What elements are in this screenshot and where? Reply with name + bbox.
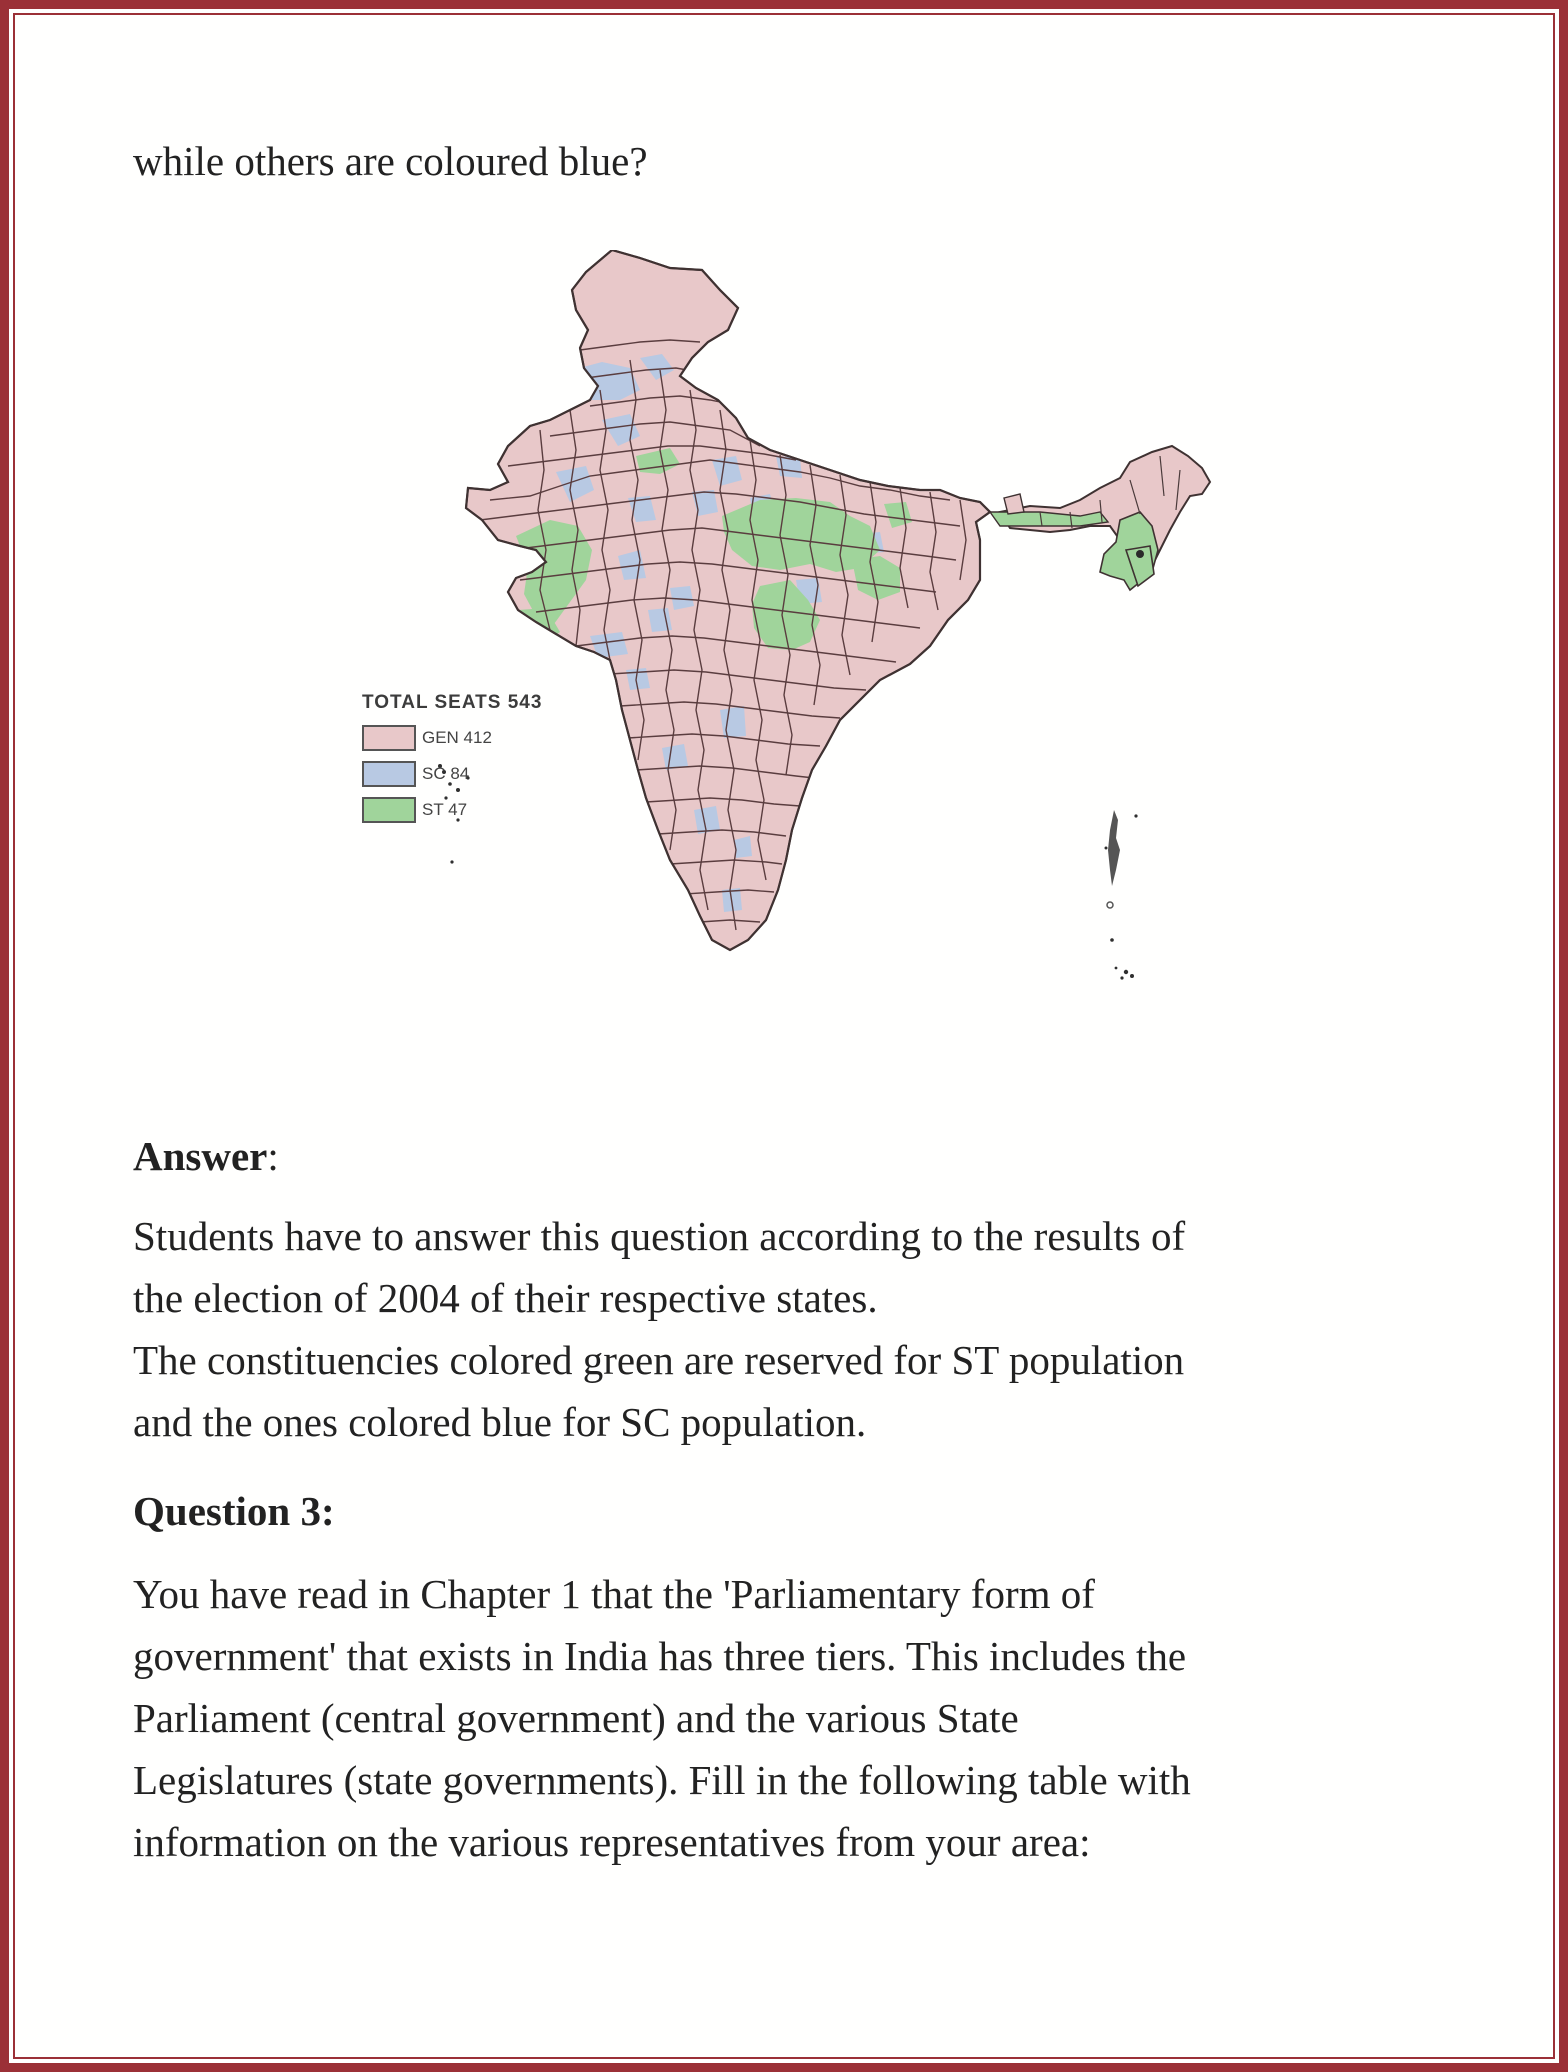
legend-label-st: ST 47 <box>422 800 468 819</box>
answer-body <box>133 1205 1185 1453</box>
question-3-body <box>133 1563 1191 1873</box>
legend-swatch-gen <box>362 725 416 751</box>
question-line: information on the various representatives from your area: <box>133 1819 1091 1865</box>
answer-line: Students have to answer this question according to the results of <box>133 1213 1186 1259</box>
legend-swatch-st <box>362 797 416 823</box>
answer-line: and the ones colored blue for SC population. <box>133 1399 867 1445</box>
legend-label-sc: SC 84 <box>422 764 470 783</box>
answer-line: the election of 2004 of their respective states. <box>133 1275 878 1321</box>
northeast-region <box>990 446 1210 590</box>
answer-line: The constituencies colored green are reserved for ST population <box>133 1337 1185 1383</box>
legend-title: TOTAL SEATS 543 <box>362 692 543 713</box>
question-line: government' that exists in India has three tiers. This includes the <box>133 1633 1187 1679</box>
answer-heading-colon: : <box>267 1133 279 1179</box>
map-legend <box>362 692 542 828</box>
question-line: You have read in Chapter 1 that the 'Parliamentary form of <box>133 1571 1095 1617</box>
answer-heading <box>133 1125 279 1187</box>
legend-label-gen: GEN 412 <box>422 728 492 747</box>
question-line: Legislatures (state governments). Fill in the following table with <box>133 1757 1191 1803</box>
legend-swatch-sc <box>362 761 416 787</box>
question-3-heading: Question 3: <box>133 1488 335 1534</box>
question-line: Parliament (central government) and the various State <box>133 1695 1019 1741</box>
legend-item-sc <box>362 756 542 792</box>
legend-item-st <box>362 792 542 828</box>
india-constituency-map <box>340 250 1240 990</box>
question-continuation-text: while others are coloured blue? <box>133 138 648 184</box>
legend-item-gen <box>362 720 542 756</box>
answer-heading-label: Answer <box>133 1133 268 1179</box>
